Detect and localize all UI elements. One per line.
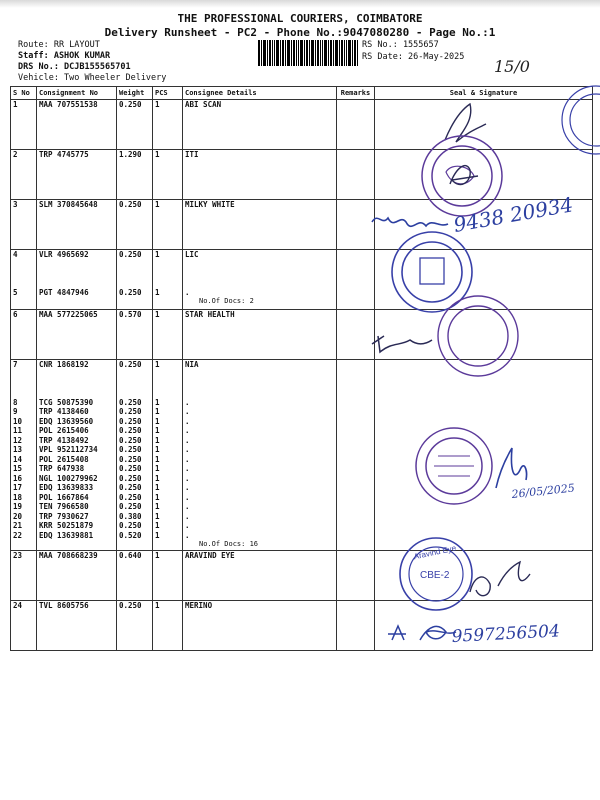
table-row: [11, 310, 593, 360]
row-consignment: TRP 647938: [37, 464, 117, 474]
row-consignee: ABI SCAN: [183, 100, 337, 150]
table-row: [11, 521, 593, 531]
row-consignment: SLM 370845648: [37, 200, 117, 250]
row-pcs: 1: [153, 150, 183, 200]
row-weight: 0.250: [117, 426, 153, 436]
table-row: [11, 426, 593, 436]
table-row: [11, 483, 593, 493]
row-weight: 0.250: [117, 455, 153, 465]
table-row: [11, 493, 593, 503]
row-consignment: TCG 50875390: [37, 398, 117, 408]
row-remarks: [337, 436, 375, 446]
row-signature: [375, 150, 593, 200]
row-consignment: EDQ 13639560: [37, 417, 117, 427]
row-consignment: POL 2615408: [37, 455, 117, 465]
drs-number: DRS No.: DCJB155565701: [18, 62, 131, 72]
row-consignee: .: [183, 436, 337, 446]
row-signature: [375, 445, 593, 455]
row-consignee: .: [183, 417, 337, 427]
row-weight: 0.250: [117, 417, 153, 427]
row-consignment: TRP 4138492: [37, 436, 117, 446]
row-remarks: [337, 502, 375, 512]
row-consignee: NIA: [183, 360, 337, 398]
table-row: [11, 150, 593, 200]
row-sno: 19: [11, 502, 37, 512]
row-remarks: [337, 250, 375, 288]
row-sno: 5: [11, 288, 37, 310]
row-signature: [375, 502, 593, 512]
row-consignment: TRP 4745775: [37, 150, 117, 200]
table-row: [11, 200, 593, 250]
row-remarks: [337, 426, 375, 436]
row-consignment: VPL 952112734: [37, 445, 117, 455]
table-row: [11, 417, 593, 427]
docs-count-note: No.Of Docs: 16: [199, 540, 259, 548]
col-weight: Weight: [117, 87, 153, 100]
row-pcs: 1: [153, 445, 183, 455]
row-remarks: [337, 150, 375, 200]
table-row: [11, 360, 593, 398]
row-signature: [375, 250, 593, 288]
row-sno: 20: [11, 512, 37, 522]
row-remarks: [337, 288, 375, 310]
row-weight: 0.250: [117, 464, 153, 474]
row-remarks: [337, 445, 375, 455]
row-remarks: [337, 600, 375, 650]
row-consignment: KRR 50251879: [37, 521, 117, 531]
col-consignee: Consignee Details: [183, 87, 337, 100]
col-sno: S No: [11, 87, 37, 100]
row-sno: 11: [11, 426, 37, 436]
handwritten-phone-row3: 9438 20934: [451, 192, 575, 237]
row-sno: 18: [11, 493, 37, 503]
row-signature: [375, 464, 593, 474]
row-remarks: [337, 200, 375, 250]
row-pcs: 1: [153, 426, 183, 436]
row-consignment: VLR 4965692: [37, 250, 117, 288]
row-pcs: 1: [153, 493, 183, 503]
row-weight: 0.250: [117, 493, 153, 503]
barcode-image: [258, 40, 358, 66]
row-signature: [375, 493, 593, 503]
row-signature: [375, 200, 593, 250]
row-pcs: 1: [153, 502, 183, 512]
row-remarks: [337, 512, 375, 522]
row-weight: 0.570: [117, 310, 153, 360]
table-row: [11, 288, 593, 310]
row-remarks: [337, 100, 375, 150]
row-consignment: NGL 100279962: [37, 474, 117, 484]
row-pcs: 1: [153, 407, 183, 417]
row-sno: 15: [11, 464, 37, 474]
handwritten-phone-row24: 9597256504: [451, 621, 561, 647]
row-sno: 23: [11, 550, 37, 600]
row-remarks: [337, 521, 375, 531]
vehicle-label: Vehicle: Two Wheeler Delivery: [18, 73, 167, 83]
row-remarks: [337, 417, 375, 427]
rs-number: RS No.: 1555657: [362, 40, 439, 50]
row-signature: [375, 512, 593, 522]
table-row: [11, 398, 593, 408]
row-sno: 3: [11, 200, 37, 250]
row-weight: 0.250: [117, 474, 153, 484]
row-pcs: 1: [153, 483, 183, 493]
row-remarks: [337, 464, 375, 474]
row-consignee: .: [183, 426, 337, 436]
row-signature: [375, 426, 593, 436]
row-weight: 0.250: [117, 483, 153, 493]
table-row: [11, 464, 593, 474]
row-signature: [375, 100, 593, 150]
row-sno: 13: [11, 445, 37, 455]
row-weight: 0.250: [117, 502, 153, 512]
row-weight: 0.250: [117, 436, 153, 446]
row-pcs: 1: [153, 436, 183, 446]
row-signature: [375, 531, 593, 551]
row-signature: [375, 288, 593, 310]
row-signature: [375, 550, 593, 600]
row-sno: 9: [11, 407, 37, 417]
row-signature: [375, 407, 593, 417]
row-sno: 12: [11, 436, 37, 446]
table-row: [11, 474, 593, 484]
col-signature: Seal & Signature: [375, 87, 593, 100]
row-remarks: [337, 474, 375, 484]
row-pcs: 1: [153, 521, 183, 531]
row-consignee: MERINO: [183, 600, 337, 650]
table-row: [11, 531, 593, 551]
handwritten-date: 26/05/2025: [510, 481, 576, 501]
row-consignment: TEN 7966580: [37, 502, 117, 512]
row-sno: 4: [11, 250, 37, 288]
row-signature: [375, 483, 593, 493]
table-row: [11, 455, 593, 465]
col-remarks: Remarks: [337, 87, 375, 100]
row-consignee: MILKY WHITE: [183, 200, 337, 250]
row-pcs: 1: [153, 512, 183, 522]
table-row: [11, 502, 593, 512]
row-weight: 0.250: [117, 100, 153, 150]
row-consignee: ITI: [183, 150, 337, 200]
table-row: [11, 250, 593, 288]
row-consignment: MAA 577225065: [37, 310, 117, 360]
rs-date: RS Date: 26-May-2025: [362, 52, 465, 62]
row-consignment: EDQ 13639833: [37, 483, 117, 493]
row-pcs: 1: [153, 200, 183, 250]
row-weight: 0.250: [117, 288, 153, 310]
row-signature: [375, 474, 593, 484]
route-label: Route: RR LAYOUT: [18, 40, 100, 50]
row-pcs: 1: [153, 360, 183, 398]
row-sno: 1: [11, 100, 37, 150]
row-sno: 6: [11, 310, 37, 360]
table-row: [11, 407, 593, 417]
row-consignment: MAA 707551538: [37, 100, 117, 150]
row-pcs: 1: [153, 250, 183, 288]
row-sno: 17: [11, 483, 37, 493]
consignee-name: .: [185, 530, 190, 540]
row-consignee: .: [183, 445, 337, 455]
row-consignee: .: [183, 512, 337, 522]
handwritten-count: 15/0: [494, 57, 530, 76]
row-signature: [375, 417, 593, 427]
row-weight: 0.250: [117, 521, 153, 531]
row-remarks: [337, 360, 375, 398]
row-consignment: POL 1667864: [37, 493, 117, 503]
row-consignee: .: [183, 483, 337, 493]
table-row: [11, 512, 593, 522]
row-weight: 0.250: [117, 398, 153, 408]
row-sno: 7: [11, 360, 37, 398]
col-consignment: Consignment No: [37, 87, 117, 100]
row-consignee: .: [183, 474, 337, 484]
row-consignee: [183, 531, 337, 551]
row-pcs: 1: [153, 288, 183, 310]
row-consignment: TVL 8605756: [37, 600, 117, 650]
row-remarks: [337, 493, 375, 503]
row-weight: 0.250: [117, 200, 153, 250]
staff-label: Staff: ASHOK KUMAR: [18, 51, 111, 61]
table-row: [11, 436, 593, 446]
row-pcs: 1: [153, 455, 183, 465]
table-header-row: [11, 87, 593, 100]
row-weight: 0.520: [117, 531, 153, 551]
row-remarks: [337, 310, 375, 360]
row-consignee: .: [183, 407, 337, 417]
row-remarks: [337, 398, 375, 408]
table-row: [11, 550, 593, 600]
row-pcs: 1: [153, 100, 183, 150]
row-weight: 0.250: [117, 445, 153, 455]
row-remarks: [337, 531, 375, 551]
row-consignee: LIC: [183, 250, 337, 288]
row-sno: 22: [11, 531, 37, 551]
row-sno: 10: [11, 417, 37, 427]
row-sno: 2: [11, 150, 37, 200]
row-consignee: .: [183, 493, 337, 503]
row-pcs: 1: [153, 398, 183, 408]
runsheet-table: [10, 86, 593, 651]
row-sno: 14: [11, 455, 37, 465]
consignee-name: .: [185, 287, 190, 297]
runsheet-subtitle: Delivery Runsheet - PC2 - Phone No.:9047080280 - Page No.:1: [104, 26, 496, 39]
row-weight: 0.250: [117, 250, 153, 288]
row-signature: [375, 436, 593, 446]
aravind-seal-mid: CBE-2: [420, 570, 450, 581]
row-pcs: 1: [153, 474, 183, 484]
row-remarks: [337, 407, 375, 417]
row-weight: 0.250: [117, 360, 153, 398]
row-weight: 0.380: [117, 512, 153, 522]
row-remarks: [337, 455, 375, 465]
row-signature: [375, 455, 593, 465]
row-consignee: .: [183, 521, 337, 531]
row-consignment: TRP 4138460: [37, 407, 117, 417]
row-pcs: 1: [153, 464, 183, 474]
col-pcs: PCS: [153, 87, 183, 100]
aravind-seal-top: Aravind Eye: [412, 543, 457, 562]
row-weight: 0.640: [117, 550, 153, 600]
row-pcs: 1: [153, 531, 183, 551]
row-signature: [375, 360, 593, 398]
row-signature: [375, 521, 593, 531]
row-weight: 1.290: [117, 150, 153, 200]
row-pcs: 1: [153, 417, 183, 427]
table-row: [11, 600, 593, 650]
table-row: [11, 445, 593, 455]
row-sno: 21: [11, 521, 37, 531]
row-pcs: 1: [153, 550, 183, 600]
row-consignment: CNR 1868192: [37, 360, 117, 398]
row-consignment: MAA 708668239: [37, 550, 117, 600]
row-consignee: .: [183, 455, 337, 465]
row-consignment: POL 2615406: [37, 426, 117, 436]
docs-count-note: No.Of Docs: 2: [199, 297, 254, 305]
row-pcs: 1: [153, 600, 183, 650]
row-signature: [375, 398, 593, 408]
row-remarks: [337, 483, 375, 493]
row-consignee: .: [183, 502, 337, 512]
row-sno: 8: [11, 398, 37, 408]
row-consignee: .: [183, 464, 337, 474]
row-weight: 0.250: [117, 600, 153, 650]
table-row: [11, 100, 593, 150]
row-consignee: [183, 288, 337, 310]
row-sno: 16: [11, 474, 37, 484]
scan-edge: [0, 0, 600, 8]
row-signature: [375, 310, 593, 360]
row-signature: [375, 600, 593, 650]
row-weight: 0.250: [117, 407, 153, 417]
row-sno: 24: [11, 600, 37, 650]
company-title: THE PROFESSIONAL COURIERS, COIMBATORE: [177, 12, 423, 25]
row-consignee: STAR HEALTH: [183, 310, 337, 360]
row-pcs: 1: [153, 310, 183, 360]
row-consignment: EDQ 13639881: [37, 531, 117, 551]
row-consignment: TRP 7930627: [37, 512, 117, 522]
row-consignee: ARAVIND EYE: [183, 550, 337, 600]
row-consignee: .: [183, 398, 337, 408]
row-remarks: [337, 550, 375, 600]
row-consignment: PGT 4847946: [37, 288, 117, 310]
